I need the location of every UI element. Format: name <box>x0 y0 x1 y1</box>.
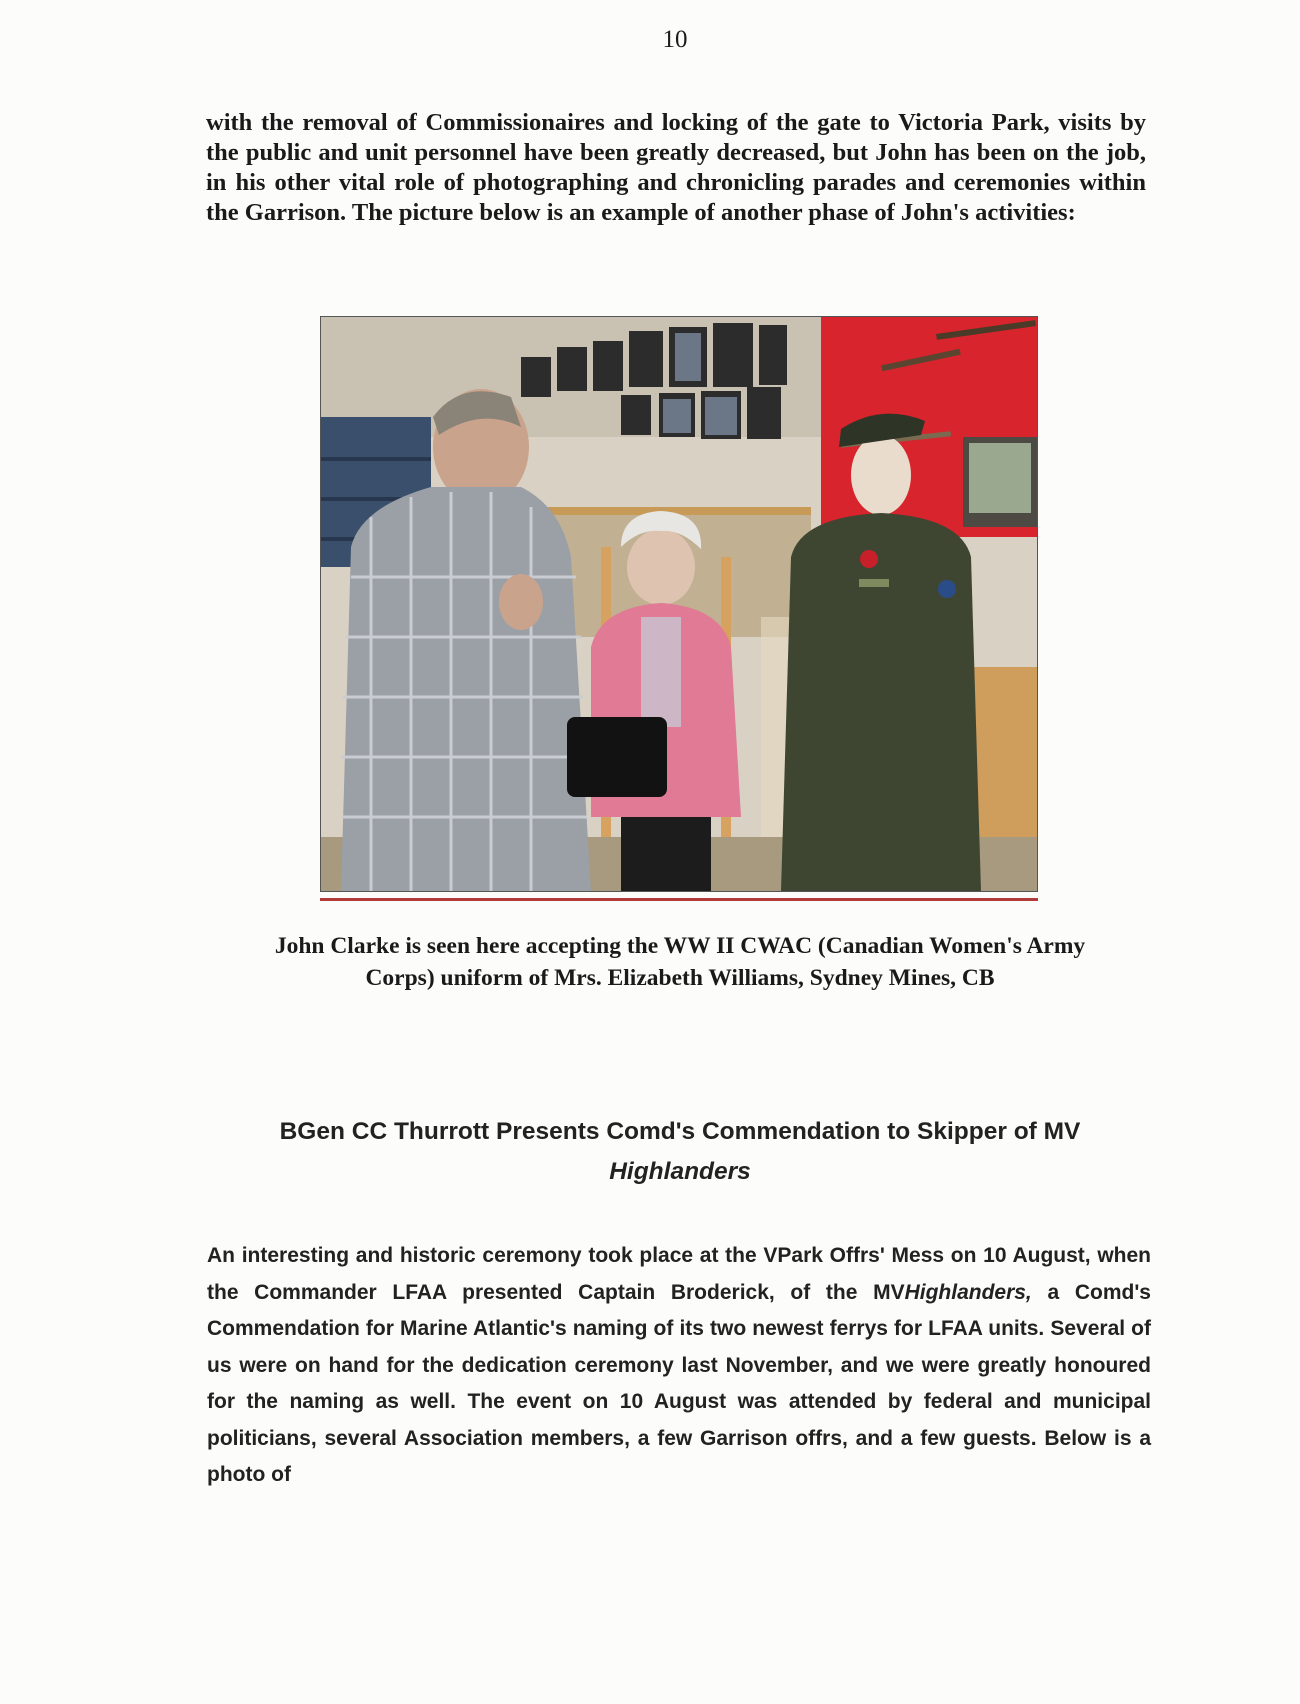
article-body <box>207 1238 1151 1494</box>
body-text-part-1: An interesting and historic ceremony took place at the VPark Offrs' Mess on 10 August, when the Commander LFAA presented Captain Broderick, of the MV <box>207 1244 1151 1304</box>
photo-underline <box>320 898 1038 901</box>
intro-paragraph: with the removal of Commissionaires and locking of the gate to Victoria Park, visits by the public and unit personnel have been greatly decreased, but John has been on the job, in his other vital role of photographing and chronicling parades and ceremonies within the Garrison. The picture below is an example of another phase of John's activities: <box>206 109 1146 226</box>
museum-photo <box>320 316 1038 892</box>
photo-caption <box>205 930 1155 994</box>
article-headline <box>200 1112 1160 1192</box>
headline-ship-name: Highlanders <box>609 1158 751 1185</box>
handbag <box>567 717 667 797</box>
caption-line-2: Corps) uniform of Mrs. Elizabeth Williams, Sydney Mines, CB <box>365 965 995 991</box>
page-number: 10 <box>662 26 688 53</box>
headline-text: BGen CC Thurrott Presents Comd's Commendation to Skipper of MV <box>279 1118 1081 1145</box>
caption-line-1: John Clarke is seen here accepting the WW II CWAC (Canadian Women's Army <box>274 933 1086 959</box>
museum-photo-illustration <box>321 317 1037 891</box>
body-text-part-2: a Comd's Commendation for Marine Atlantic's naming of its two newest ferrys for LFAA units. Several of us were on hand for the dedication ceremony last November, and we were greatly honoured for the naming as well. The event on 10 August was attended by federal and municipal politicians, several Association members, a few Garrison offrs, and a few guests. Below is a photo of <box>207 1280 1151 1486</box>
body-ship-name: Highlanders, <box>904 1280 1032 1304</box>
